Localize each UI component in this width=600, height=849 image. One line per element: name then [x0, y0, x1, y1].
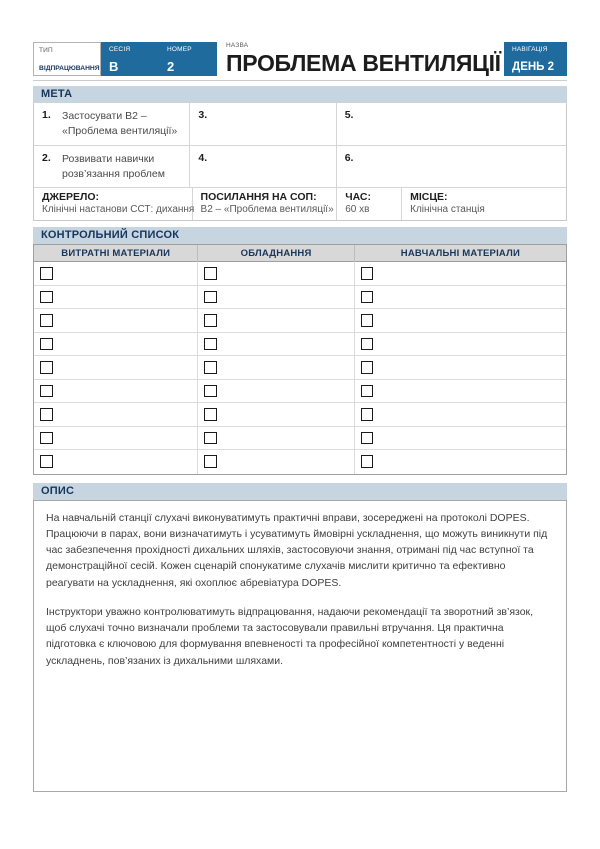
location-label: МІСЦЕ:: [410, 191, 448, 203]
checklist-cell: [355, 333, 566, 356]
meta-item-number: 2.: [42, 152, 51, 164]
checklist-cell: [34, 380, 198, 403]
type-label: ТИП: [39, 47, 53, 54]
checkbox[interactable]: [361, 432, 374, 445]
meta-section-title: МЕТА: [41, 88, 73, 100]
number-label: НОМЕР: [167, 46, 192, 53]
checkbox[interactable]: [361, 338, 374, 351]
meta-item-number: 1.: [42, 109, 51, 121]
checklist-row: [34, 427, 566, 451]
header-divider: [33, 80, 567, 81]
meta-section-header: [33, 86, 567, 103]
description-box: [33, 500, 567, 792]
time-cell: [337, 188, 402, 220]
checklist-row: [34, 262, 566, 286]
checkbox[interactable]: [40, 432, 53, 445]
checklist-cell: [198, 309, 354, 332]
column-header-consumables: ВИТРАТНІ МАТЕРІАЛИ: [34, 245, 198, 262]
session-cell: [101, 42, 159, 76]
checklist-cell: [34, 403, 198, 426]
source-cell: [34, 188, 193, 220]
checkbox[interactable]: [40, 385, 53, 398]
meta-item-4: [190, 146, 336, 188]
checklist-cell: [198, 333, 354, 356]
checkbox[interactable]: [204, 314, 217, 327]
checklist-cell: [34, 333, 198, 356]
header-bar: [33, 42, 567, 76]
checkbox[interactable]: [361, 361, 374, 374]
navigation-cell: [504, 42, 567, 76]
meta-item-text: Розвивати навички розв’язання проблем: [62, 153, 165, 180]
checklist-cell: [34, 286, 198, 309]
session-value: B: [109, 58, 119, 74]
checkbox[interactable]: [40, 267, 53, 280]
checkbox[interactable]: [204, 338, 217, 351]
number-cell: [159, 42, 217, 76]
checklist-cell: [198, 380, 354, 403]
checkbox[interactable]: [361, 314, 374, 327]
meta-item-6: [337, 146, 566, 188]
checklist-cell: [355, 286, 566, 309]
page-title: ПРОБЛЕМА ВЕНТИЛЯЦІЇ: [226, 50, 501, 76]
checklist-section-header: [33, 227, 567, 244]
checkbox[interactable]: [361, 291, 374, 304]
meta-item-2: [34, 146, 190, 188]
checklist-cell: [198, 286, 354, 309]
checklist-cell: [34, 309, 198, 332]
checkbox[interactable]: [204, 455, 217, 468]
checkbox[interactable]: [204, 361, 217, 374]
meta-item-text: Застосувати B2 – «Проблема вентиляції»: [62, 110, 178, 137]
checkbox[interactable]: [40, 291, 53, 304]
location-value: Клінічна станція: [410, 204, 485, 215]
checklist-row: [34, 309, 566, 333]
checklist-cell: [355, 380, 566, 403]
checklist-cell: [198, 262, 354, 285]
sop-reference-label: ПОСИЛАННЯ НА СОП:: [200, 191, 317, 203]
checkbox[interactable]: [204, 408, 217, 421]
checklist-table: [33, 244, 567, 475]
checkbox[interactable]: [361, 267, 374, 280]
checkbox[interactable]: [40, 314, 53, 327]
checkbox[interactable]: [204, 432, 217, 445]
session-number-block: [101, 42, 217, 76]
checkbox[interactable]: [204, 291, 217, 304]
checklist-body: [34, 262, 566, 474]
checklist-row: [34, 380, 566, 404]
type-value: ВІДПРАЦЮВАННЯ: [39, 65, 100, 72]
checklist-row: [34, 286, 566, 310]
meta-item-number: 6.: [344, 152, 354, 164]
type-cell: [33, 42, 101, 76]
checkbox[interactable]: [40, 361, 53, 374]
checklist-column-headers: [34, 245, 566, 262]
meta-item-1: [34, 103, 190, 146]
time-value: 60 хв: [345, 204, 370, 215]
checklist-cell: [34, 262, 198, 285]
meta-item-number: 5.: [344, 109, 354, 121]
checkbox[interactable]: [204, 385, 217, 398]
checkbox[interactable]: [361, 455, 374, 468]
column-header-training-materials: НАВЧАЛЬНІ МАТЕРІАЛИ: [400, 248, 520, 259]
session-label: СЕСІЯ: [109, 46, 131, 53]
number-value: 2: [167, 58, 175, 74]
checklist-cell: [198, 427, 354, 450]
description-paragraph-2: Інструктори уважно контролюватимуть відпрацювання, надаючи рекомендації та зворотний зв’язок, щоб слухачі точно визначали проблеми та застосовували правильні втручання. Ця практична підготовка є ключовою для формування впевненості та професійної компетентності у веденні ускладнень, пов’язаних із дихальними шляхами.: [46, 605, 534, 667]
checklist-cell: [355, 356, 566, 379]
description-section-title: ОПИС: [41, 484, 75, 497]
checkbox[interactable]: [40, 408, 53, 421]
sop-reference-value: B2 – «Проблема вентиляції»: [200, 204, 334, 215]
navigation-label: НАВІГАЦІЯ: [512, 46, 548, 53]
checklist-cell: [198, 356, 354, 379]
sop-reference-cell: [193, 188, 338, 220]
checklist-cell: [34, 450, 198, 474]
checklist-cell: [34, 427, 198, 450]
column-header-equipment: ОБЛАДНАННЯ: [198, 245, 354, 262]
description-paragraph-1: На навчальній станції слухачі виконуватимуть практичні вправи, зосереджені на протоколі DOPES. Працюючи в парах, вони визначатимуть і усуватимуть ймовірні ускладнення, що можуть виникнути під час забезпечення прохідності дихальних шляхів, застосовуючи знання, отримані під час вступної та демонстраційної сесій. Кожен сценарій спонукатиме слухачів мислити критично та ефективно реагувати на ускладнення, які охоплює абревіатура DOPES.: [46, 511, 548, 589]
checklist-cell: [198, 450, 354, 474]
checklist-cell: [355, 450, 566, 474]
checklist-cell: [198, 403, 354, 426]
checkbox[interactable]: [361, 408, 374, 421]
checklist-row: [34, 356, 566, 380]
checkbox[interactable]: [40, 338, 53, 351]
checkbox[interactable]: [361, 385, 374, 398]
title-block: [217, 42, 504, 76]
checklist-section-title: КОНТРОЛЬНИЙ СПИСОК: [41, 229, 180, 241]
checklist-cell: [34, 356, 198, 379]
source-info-row: [33, 188, 567, 221]
source-value: Клінічні настанови ССТ: дихання: [42, 204, 195, 215]
name-label: НАЗВА: [226, 42, 249, 49]
location-cell: [402, 188, 566, 220]
checklist-cell: [355, 262, 566, 285]
meta-item-3: [190, 103, 336, 146]
meta-grid: [33, 103, 567, 188]
meta-item-5: [337, 103, 566, 146]
checklist-cell: [355, 403, 566, 426]
description-section-header: [33, 483, 567, 500]
checkbox[interactable]: [40, 455, 53, 468]
checklist-cell: [355, 427, 566, 450]
navigation-value: ДЕНЬ 2: [512, 61, 555, 74]
meta-item-number: 4.: [198, 152, 208, 164]
source-label: ДЖЕРЕЛО:: [42, 191, 100, 203]
time-label: ЧАС:: [345, 191, 372, 203]
checklist-row: [34, 450, 566, 474]
checklist-row: [34, 333, 566, 357]
checklist-cell: [355, 309, 566, 332]
checklist-row: [34, 403, 566, 427]
meta-item-number: 3.: [198, 109, 208, 121]
checkbox[interactable]: [204, 267, 217, 280]
